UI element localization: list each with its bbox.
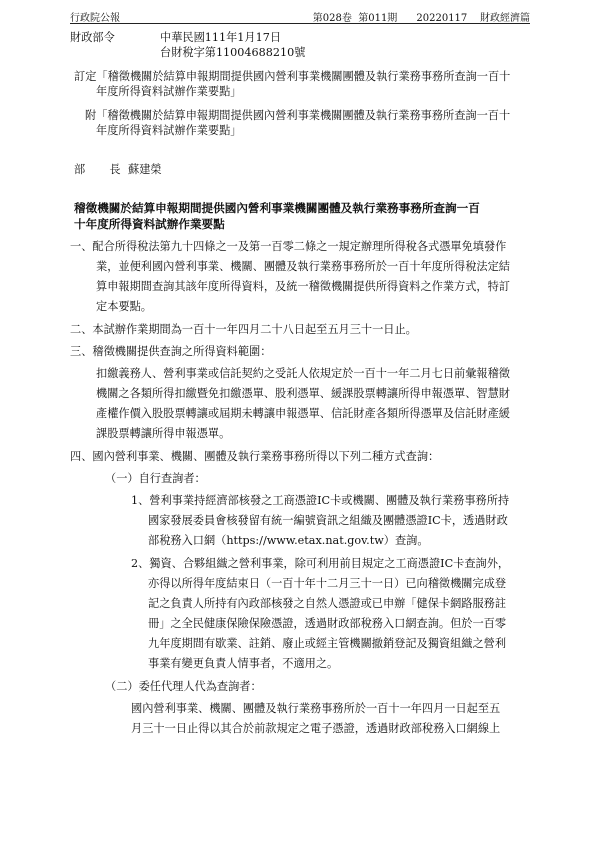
- issue-date: 中華民國111年1月17日: [160, 31, 282, 44]
- sub-2-body-line: 月三十一日止得以其合於前款規定之電子憑證，透過財政部稅務入口網線上: [131, 722, 501, 735]
- item-1-line: 算申報期間查詢其該年度所得資料，及統一稽徵機關提供所得資料之作業方式，特訂: [96, 280, 510, 293]
- doc-title-line-2: 十年度所得資料試辦作業要點: [74, 217, 225, 231]
- sub-1-2-line: 九年度期間有歇業、註銷、廢止或經主管機關撤銷登記及獨資組織之營利: [148, 637, 507, 650]
- sub-1-2-line: 事業有變更負責人情事者，不適用之。: [148, 657, 339, 670]
- sub-1-2-line: 亦得以所得年度結束日（一百十年十二月三十一日）已向稽徵機關完成登: [148, 577, 507, 590]
- sub-1-2-line: 2、獨資、合夥組織之營利事業，除可利用前目規定之工商憑證IC卡查詢外，: [131, 557, 510, 570]
- item-3-body-line: 課股票轉讓所得申報憑單。: [96, 427, 231, 440]
- minister-name: 蘇建榮: [128, 163, 162, 176]
- attachment-line-1: 附「稽徵機關於結算申報期間提供國內營利事業機關團體及執行業務事務所查詢一百十: [85, 109, 511, 122]
- subsection-1-heading: （一）自行查詢者：: [105, 472, 206, 485]
- minister-title: 部 長: [74, 163, 123, 176]
- item-4: 四、國內營利事業、機關、團體及執行業務事務所得以下列二種方式查詢：: [70, 450, 440, 463]
- issue-info: 第028卷 第011期 20220117 財政經濟篇: [312, 13, 530, 24]
- header-rule: [70, 23, 530, 24]
- sub-2-body-line: 國內營利事業、機關、團體及執行業務事務所於一百十一年四月一日起至五: [131, 702, 501, 715]
- decree-line-1: 訂定「稽徵機關於結算申報期間提供國內營利事業機關團體及執行業務事務所查詢一百十: [74, 70, 511, 83]
- sub-1-1-line: 國家發展委員會核發留有統一編號資訊之組織及團體憑證IC卡，透過財政: [148, 514, 508, 527]
- attachment-line-2: 年度所得資料試辦作業要點」: [96, 124, 242, 137]
- subsection-2-heading: （二）委任代理人代為查詢者：: [105, 680, 262, 693]
- item-2: 二、本試辦作業期間為一百十一年四月二十八日起至五月三十一日止。: [70, 323, 417, 336]
- item-3-body-line: 機關之各類所得扣繳暨免扣繳憑單、股利憑單、緩課股票轉讓所得申報憑單、智慧財: [96, 387, 510, 400]
- gazette-header: [70, 8, 530, 24]
- item-1-line: 一、配合所得稅法第九十四條之一及第一百零二條之一規定辦理所得稅各式憑單免填發作: [70, 240, 507, 253]
- decree-line-2: 年度所得資料試辦作業要點」: [96, 85, 242, 98]
- gazette-name: 行政院公報: [70, 13, 120, 24]
- item-3-body-line: 扣繳義務人、營利事業或信託契約之受託人依規定於一百十一年二月七日前彙報稽徵: [96, 367, 510, 380]
- item-1-line: 定本要點。: [96, 300, 152, 313]
- item-3: 三、稽徵機關提供查詢之所得資料範圍：: [70, 345, 272, 358]
- doc-title-line-1: 稽徵機關於結算申報期間提供國內營利事業機關團體及執行業務事務所查詢一百: [74, 201, 480, 215]
- sub-1-2-line: 記之負責人所持有內政部核發之自然人憑證或已申辦「健保卡網路服務註: [148, 597, 507, 610]
- sub-1-1-line: 部稅務入口網（https://www.etax.nat.gov.tw）查詢。: [148, 534, 429, 547]
- sub-1-1-line: 1、營利事業持經濟部核發之工商憑證IC卡或機關、團體及執行業務事務所持: [131, 494, 510, 507]
- sub-1-2-line: 冊」之全民健康保險保險憑證，透過財政部稅務入口網查詢。但於一百零: [148, 617, 507, 630]
- issuer: 財政部令: [70, 31, 115, 44]
- document-number: 台財稅字第11004688210號: [160, 46, 306, 59]
- item-1-line: 業，並便利國內營利事業、機關、團體及執行業務事務所於一百十年度所得稅法定結: [96, 260, 510, 273]
- item-3-body-line: 產權作價入股股票轉讓或屆期未轉讓申報憑單、信託財產各類所得憑單及信託財產緩: [96, 407, 510, 420]
